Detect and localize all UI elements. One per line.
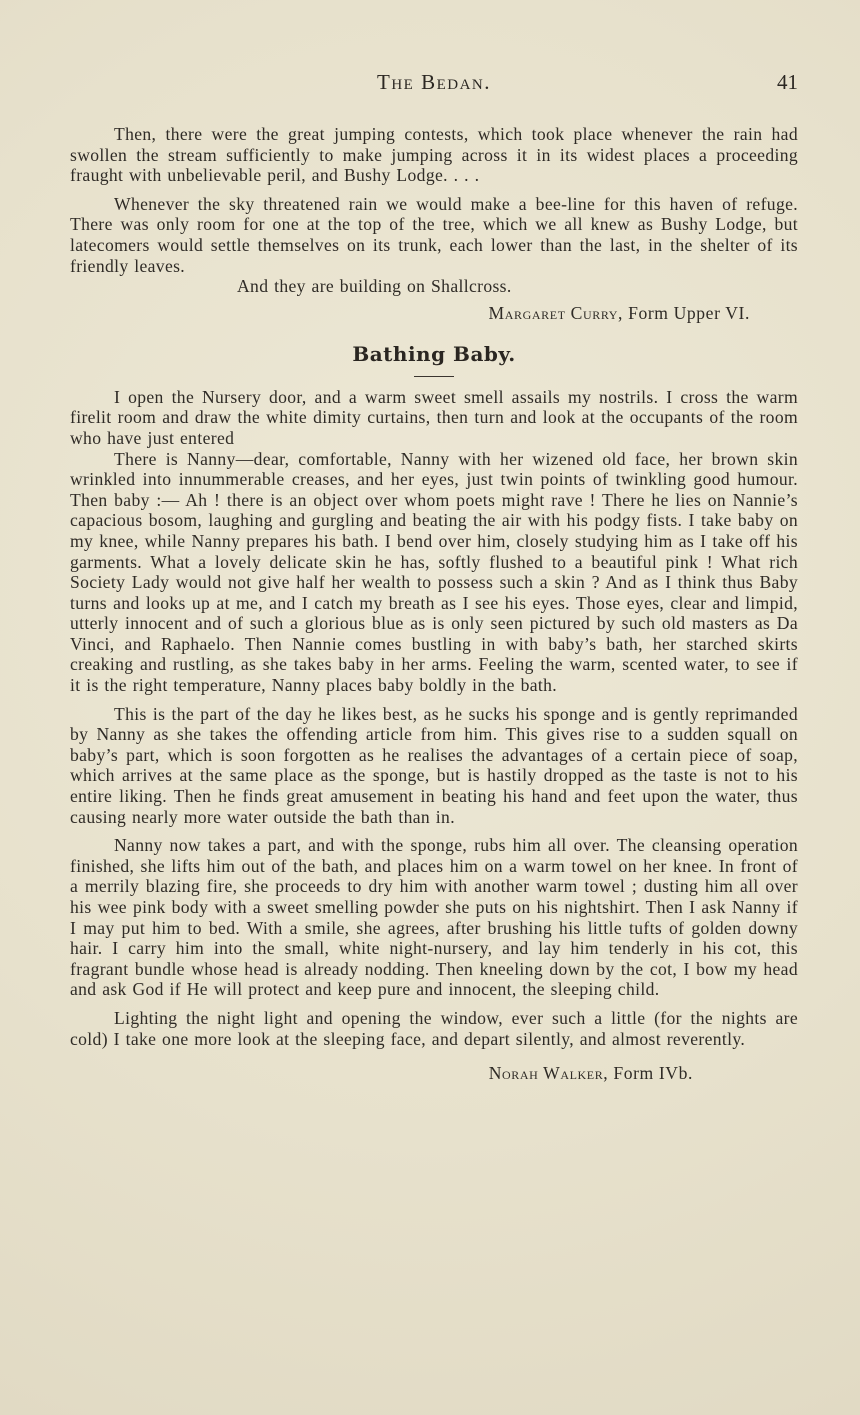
journal-title: The Bedan.	[377, 70, 491, 94]
title-rule	[414, 376, 454, 377]
author-signature	[70, 1063, 798, 1084]
paragraph: I open the Nursery door, and a warm sweet smell assails my nostrils. I cross the warm firelit room and draw the white dimity curtains, then turn and look at the occupants of the room who have just entered	[70, 386, 798, 448]
article-bathing-baby	[70, 342, 798, 1084]
author-form: Form IVb.	[613, 1063, 693, 1084]
paragraph: Nanny now takes a part, and with the sponge, rubs him all over. The cleansing operation finished, she lifts him out of the bath, and places him on a warm towel on her knee. In front of a merrily blazing fire, she proceeds to dry him with another warm towel ; dusting him all over his wee pink body with a sweet smelling powder she puts on his nightshirt. Then I ask Nanny if I may put him to bed. With a smile, she agrees, after brushing his little tufts of golden downy hair. I carry him into the small, white night-nursery, and lay him tenderly in his cot, this fragrant bundle whose head is already nodding. Then kneeling down by the cot, I bow my head and ask God if He will protect and keep pure and innocent, the sleeping child.	[70, 835, 798, 1000]
page-number: 41	[777, 70, 798, 94]
previous-article-ending	[70, 124, 798, 324]
paragraph: Then, there were the great jumping contests, which took place whenever the rain had swollen the stream sufficiently to make jumping across it in its widest places a proceeding fraught with unbelievable peril, and Bushy Lodge. . . .	[70, 124, 798, 186]
paragraph: There is Nanny—dear, comfortable, Nanny with her wizened old face, her brown skin wrinkled into innummerable creases, and her eyes, just twin points of twinkling good humour. Then baby :— Ah ! there is an object over whom poets might rave ! There he lies on Nannie’s capacious bosom, laughing and gurgling and beating the air with his podgy fists. I take baby on my knee, while Nanny prepares his bath. I bend over him, closely studying him as I take off his garments. What a lovely delicate skin he has, softly flushed to a beautiful pink ! What rich Society Lady would not give half her wealth to possess such a skin ? And as I think thus Baby turns and looks up at me, and I catch my breath as I see his eyes. Those eyes, clear and limpid, utterly innocent and of such a glorious blue as is only seen pictured by such old masters as Da Vinci, and Raphaelo. Then Nannie comes bustling in with baby’s bath, her starched skirts creaking and rustling, as she takes baby in her arms. Feeling the warm, scented water, to see if it is the right temperature, Nanny places baby boldly in the bath.	[70, 448, 798, 696]
paragraph: Lighting the night light and opening the window, ever such a little (for the nights are cold) I take one more look at the sleeping face, and depart silently, and almost reverently.	[70, 1007, 798, 1049]
article-title: Bathing Baby.	[352, 341, 516, 366]
author-name: Margaret Curry,	[488, 302, 624, 323]
author-signature	[70, 303, 798, 324]
paragraph: This is the part of the day he likes best, as he sucks his sponge and is gently reprimanded by Nanny as she takes the offending article from him. This gives rise to a sudden squall on baby’s part, which is soon forgotten as he realises the advantages of a certain piece of soap, which arrives at the same place as the sponge, but is hastily dropped as the taste is not to his entire liking. Then he finds great amusement in beating his hand and feet upon the water, thus causing nearly more water outside the bath than in.	[70, 703, 798, 827]
author-form: Form Upper VI.	[628, 302, 750, 323]
paragraph: Whenever the sky threatened rain we would make a bee-line for this haven of refuge. There was only room for one at the top of the tree, which we all knew as Bushy Lodge, but latecomers would settle themselves on its trunk, each lower than the last, in the shelter of its friendly leaves.	[70, 193, 798, 276]
closing-line: And they are building on Shallcross.	[237, 276, 512, 297]
author-name: Norah Walker,	[488, 1063, 609, 1084]
running-header	[70, 0, 798, 110]
